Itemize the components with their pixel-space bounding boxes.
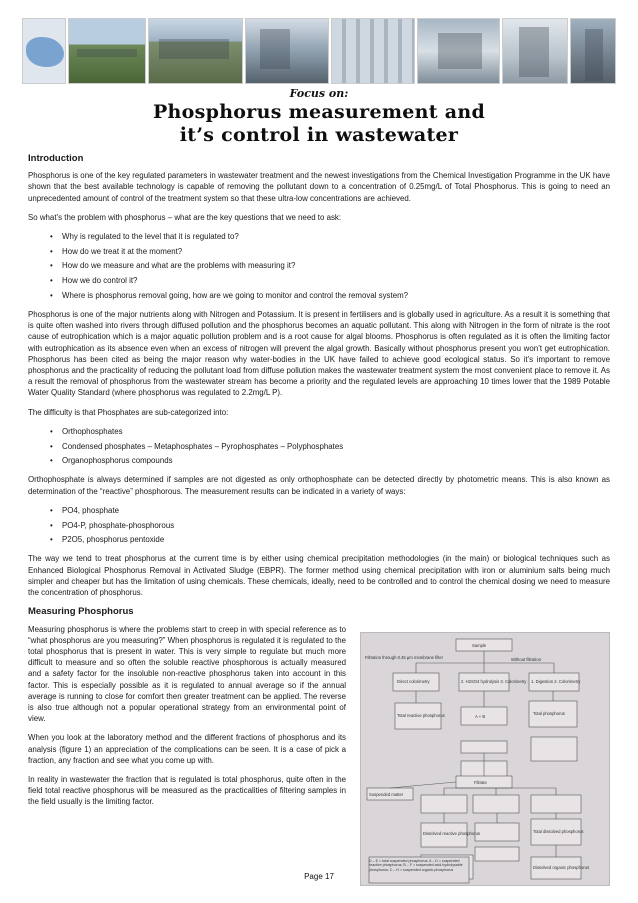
figure-legend: D – E = total suspended phosphorus; A – D = suspended reactive phosphorus; B – F = suspended acid-hydrolysable phosphorus; C – H = suspended organic phosphorus xyxy=(369,858,463,872)
intro-paragraph-1: Phosphorus is one of the key regulated parameters in wastewater treatment and the newest investigations from the Chemical Investigation Programme in the UK have shown that the best available technology is capable of removing the pollutant down to a concentration of 0.25mg/L of Total Phosphorus. This is going to need an unprecedented amount of control of the treatment system so that these ultra-low concentrations are achieved. xyxy=(28,171,610,203)
measuring-heading: Measuring Phosphorus xyxy=(28,606,134,618)
page-number: Page 17 xyxy=(304,872,334,881)
figure-filtration-label: Filtration through 0.45 µm membrane filter xyxy=(365,654,444,660)
list-item: • Why is regulated to the level that it is regulated to? xyxy=(50,231,610,242)
figure-1-phosphorus-fractions xyxy=(360,632,610,886)
key-questions-list xyxy=(50,231,610,301)
intro-paragraph-4: The difficulty is that Phosphates are sub-categorized into: xyxy=(28,407,229,417)
focus-label: Focus on: xyxy=(289,87,349,100)
figure-total-dissolved-label: Total dissolved phosphorus xyxy=(533,828,584,834)
measuring-paragraph-2: When you look at the laboratory method and the different fractions of phosphorus and its analysis (figure 1) an appreciation of the complications can be seen. It is a case of pick a fraction, any fraction and see what you come up with. xyxy=(28,733,346,765)
list-item: • PO4, phosphate xyxy=(50,505,610,516)
operator-photo xyxy=(570,18,616,84)
title-line-1: Phosphorus measurement and xyxy=(152,101,486,123)
figure-digestion-label: 1. Digestion 2. Colorimetry xyxy=(531,678,581,684)
treatment-works-photo xyxy=(68,18,146,84)
list-item: • How do we treat it at the moment? xyxy=(50,246,610,257)
list-item: • PO4-P, phosphate-phosphorous xyxy=(50,520,610,531)
figure-without-filtration-label: Without filtration xyxy=(511,656,542,662)
figure-a-plus-b-label: A + B xyxy=(475,713,486,719)
figure-filtrate-label: Filtrate xyxy=(474,779,487,785)
measuring-paragraph-1: Measuring phosphorus is where the problems start to creep in with special reference as to “what phosphorus are you measuring?” When phosphorus is regulated it is regulated to the total phosphorus that is present in water. This is very simple to regulate but much more difficult to measure and so often the soluble reactive phosphorous is actually measured and a safety factor for the insoluble non-reactive phosphorus taken into account in this factor. This is especially possible as it is regulated to annual average so if the annual average is running to close for comfort then greater treatment can be applied. The reverse is also true although not a popular operational strategy from an environmental point of view. xyxy=(28,624,346,724)
page-title xyxy=(0,101,638,147)
figure-h2so4-label: 2. H2SO4 hydrolysis 3. Colorimetry xyxy=(461,678,527,684)
list-item: • How we do control it? xyxy=(50,275,610,286)
list-item: • Where is phosphorus removal going, how are we going to monitor and control the removal system? xyxy=(50,290,610,301)
measuring-paragraph-3: In reality in wastewater the fraction that is regulated is total phosphorus, quite often in the field total reactive phosphorus will be measured as the practicalities of filtering samples in the field usually is the limiting factor. xyxy=(28,774,346,807)
measurement-forms-list xyxy=(50,505,610,546)
figure-suspended-label: Suspended matter xyxy=(369,791,404,797)
figure-total-reactive-label: Total reactive phosphorus xyxy=(397,712,445,718)
list-item: • P2O5, phosphorus pentoxide xyxy=(50,534,610,545)
figure-dissolved-organic-label: Dissolved organic phosphorus xyxy=(533,864,590,870)
pipework-photo xyxy=(417,18,501,84)
figure-total-phosphorus-label: Total phosphorus xyxy=(533,710,565,716)
figure-sample-label: Sample xyxy=(472,642,487,648)
analyser-cabinet-photo xyxy=(331,18,415,84)
figure-dissolved-reactive-label: Dissolved reactive phosphorus xyxy=(423,830,481,836)
uk-map-photo xyxy=(22,18,66,84)
figure-direct-colorimetry-label: Direct colorimetry xyxy=(397,678,430,684)
list-item: • How do we measure and what are the problems with measuring it? xyxy=(50,260,610,271)
header-photo-strip xyxy=(22,18,616,84)
instrument-panel-photo xyxy=(245,18,329,84)
intro-paragraph-3: Phosphorus is one of the major nutrients along with Nitrogen and Potassium. It is present in fertilisers and is globally used in agriculture. As a result it is something that is quite often washed into rivers through diffused pollution and the phosphorus becomes an aquatic pollutant. This along with Nitrogen in the form of nitrate is the root cause of eutrophication which is a major aquatic pollution problem and is a root cause for algal blooms. Phosphorus is often regulated as it is often the limiting factor with eutrophication as its absence even when an excess of nitrogen will prevent the algal growth. Basically without phosphorus present you won’t get eutrophication. Phosphorus has been cited as being the major reason why water-bodies in the UK have failed to achieve good ecological status. So it’s important to remove phosphorus and the practicality of reducing the pollutant load from diffuse pollution makes the wastewater treatment system the most convenient place to remove it. As a result the removal of phosphorus from the wastewater stream has become a priority and the regulated levels are approaching 10 times lower that the 1989 Potable Water Quality Standard (where phosphorus was regulated to 2.2mg/L P). xyxy=(28,310,610,398)
intro-paragraph-2: So what’s the problem with phosphorus – what are the key questions that we need to ask: xyxy=(28,212,342,222)
intro-paragraph-6: The way we tend to treat phosphorus at the current time is by either using chemical precipitation methodologies (in the main) or biological techniques such as Enhanced Biological Phosphorus Removal in Activated Sludge (EBPR). The former method using chemical precipitation with iron or aluminium salts being much simpler and cheaper but has the limitation of using chemicals. These chemicals, ideally, need to be controlled and to control the chemical dosing we need to measure the concentration of phosphorus. xyxy=(28,554,610,598)
sampling-equipment-photo xyxy=(502,18,568,84)
phosphate-categories-list xyxy=(50,426,610,467)
list-item: • Condensed phosphates – Metaphosphates – Pyrophosphates – Polyphosphates xyxy=(50,441,610,452)
introduction-heading: Introduction xyxy=(28,153,84,164)
aeration-tank-photo xyxy=(148,18,244,84)
title-line-2: it’s control in wastewater xyxy=(179,124,459,146)
intro-paragraph-5: Orthophosphate is always determined if samples are not digested as only orthophosphate can be detected directly by photometric means. This is also known as determination of the “reactive” phosphorous. The measurement results can be indicated in a variety of ways: xyxy=(28,475,610,496)
list-item: • Organophosphorus compounds xyxy=(50,455,610,466)
article-body xyxy=(28,153,610,886)
list-item: • Orthophosphates xyxy=(50,426,610,437)
